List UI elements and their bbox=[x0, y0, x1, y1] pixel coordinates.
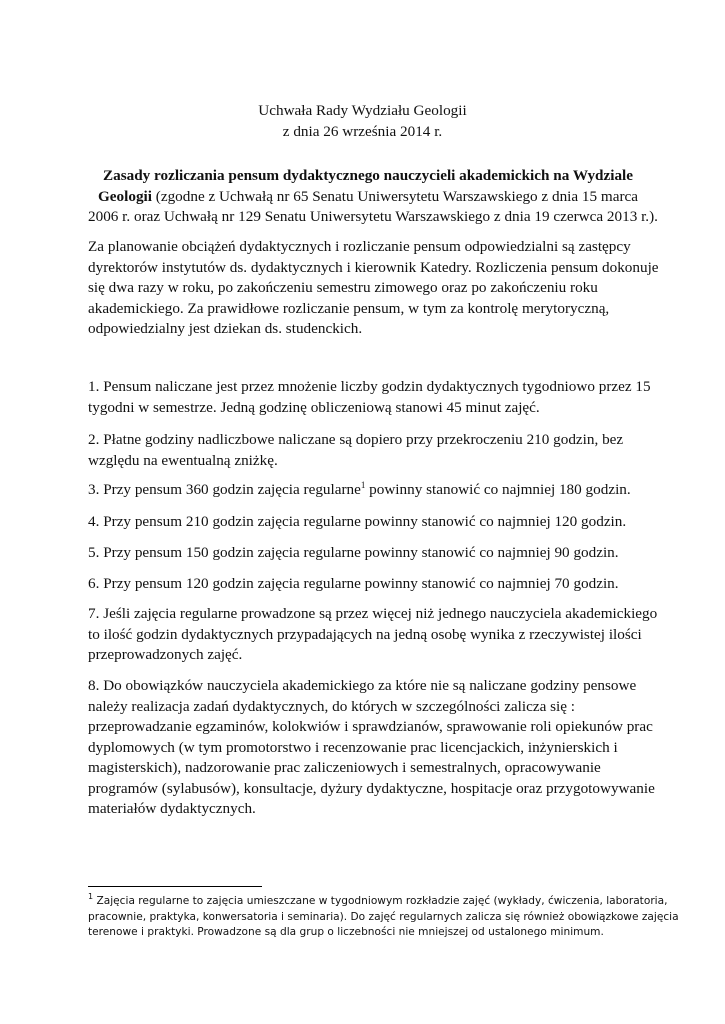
point-8-line: magisterskich), nadzorowanie prac zaliczeniowych i semestralnych, opracowywanie bbox=[88, 759, 601, 776]
point-3-text: 3. Przy pensum 360 godzin zajęcia regularne bbox=[88, 481, 361, 498]
footnote bbox=[88, 892, 679, 941]
point-2 bbox=[88, 430, 648, 471]
title-line-3: 2006 r. oraz Uchwałą nr 129 Senatu Uniwersytetu Warszawskiego z dnia 19 czerwca 2013 r.). bbox=[88, 208, 658, 225]
intro-paragraph bbox=[88, 237, 659, 340]
point-4-line: 4. Przy pensum 210 godzin zajęcia regularne powinny stanowić co najmniej 120 godzin. bbox=[88, 513, 627, 530]
header-line-2: z dnia 26 września 2014 r. bbox=[282, 122, 443, 140]
footnote-line: terenowe i praktyki. Prowadzone są dla grup o liczebności nie mniejszej od ustalonego minimum. bbox=[88, 926, 604, 938]
point-8-line: przeprowadzanie egzaminów, kolokwiów i sprawdzianów, sprawowanie roli opiekunów prac bbox=[88, 718, 653, 735]
intro-line: Za planowanie obciążeń dydaktycznych i rozliczanie pensum odpowiedzialni są zastępcy bbox=[88, 238, 631, 255]
resolution-header bbox=[0, 101, 725, 142]
footnote-line: Zajęcia regularne to zajęcia umieszczane w tygodniowym rozkładzie zajęć (wykłady, ćwiczenia, laboratoria, bbox=[93, 895, 668, 907]
point-8-line: należy realizacja zadań dydaktycznych, do których w szczególności zalicza się : bbox=[88, 697, 576, 715]
title-line-2-rest: (zgodne z Uchwałą nr 65 Senatu Uniwersytetu Warszawskiego z dnia 15 marca bbox=[151, 187, 638, 205]
document-title bbox=[88, 166, 658, 228]
point-8-line: materiałów dydaktycznych. bbox=[88, 800, 256, 817]
point-7-line: przeprowadzonych zajęć. bbox=[88, 646, 243, 663]
intro-line: dyrektorów instytutów ds. dydaktycznych i kierownik Katedry. Rozliczenia pensum dokonuje bbox=[88, 258, 659, 276]
point-5-line: 5. Przy pensum 150 godzin zajęcia regularne powinny stanowić co najmniej 90 godzin. bbox=[88, 544, 619, 561]
point-1 bbox=[88, 377, 651, 418]
point-8-line: dyplomowych (w tym promotorstwo i recenzowanie prac licencjackich, inżynierskich i bbox=[88, 738, 618, 756]
point-7-line: to ilość godzin dydaktycznych przypadających na jedną osobę wynika z rzeczywistej ilości bbox=[88, 625, 642, 643]
title-line-1: Zasady rozliczania pensum dydaktycznego nauczycieli akademickich na Wydziale bbox=[102, 167, 634, 184]
footnote-line: pracownie, praktyka, konwersatoria i seminaria). Do zajęć regularnych zalicza się również obowiązkowe zajęcia bbox=[88, 910, 679, 923]
footnote-separator bbox=[88, 886, 262, 887]
point-3-text-end: powinny stanowić co najmniej 180 godzin. bbox=[365, 481, 631, 498]
point-4 bbox=[88, 512, 648, 533]
point-8 bbox=[88, 676, 655, 820]
intro-line: odpowiedzialny jest dziekan ds. studenckich. bbox=[88, 320, 363, 337]
intro-line: akademickiego. Za prawidłowe rozliczanie pensum, w tym za kontrolę merytoryczną, bbox=[88, 299, 610, 317]
point-1-line: 1. Pensum naliczane jest przez mnożenie liczby godzin dydaktycznych tygodniowo przez 15 bbox=[88, 378, 651, 395]
intro-line: się dwa razy w roku, po zakończeniu semestru zimowego oraz po zakończeniu roku bbox=[88, 279, 598, 296]
point-6-line: 6. Przy pensum 120 godzin zajęcia regularne powinny stanowić co najmniej 70 godzin. bbox=[88, 575, 619, 592]
footnote-marker: 1 bbox=[88, 892, 94, 901]
point-5 bbox=[88, 543, 648, 564]
point-3 bbox=[88, 480, 648, 501]
point-2-line: względu na ewentualną zniżkę. bbox=[88, 451, 278, 469]
point-6 bbox=[88, 574, 648, 595]
header-line-1: Uchwała Rady Wydziału Geologii bbox=[258, 102, 467, 119]
point-1-line: tygodni w semestrze. Jedną godzinę obliczeniową stanowi 45 minut zajęć. bbox=[88, 398, 540, 416]
point-7 bbox=[88, 604, 658, 666]
point-8-line: 8. Do obowiązków nauczyciela akademickiego za które nie są naliczane godziny pensowe bbox=[88, 677, 637, 694]
title-line-2-bold: Geologii bbox=[97, 187, 152, 205]
footnote-reference[interactable]: 1 bbox=[360, 480, 366, 490]
point-8-line: programów (sylabusów), konsultacje, dyżury dydaktyczne, hospitacje oraz przygotowywanie bbox=[88, 779, 655, 797]
point-7-line: 7. Jeśli zajęcia regularne prowadzone są przez więcej niż jednego nauczyciela akademickiego bbox=[88, 605, 658, 622]
point-2-line: 2. Płatne godziny nadliczbowe naliczane są dopiero przy przekroczeniu 210 godzin, bez bbox=[88, 431, 624, 448]
